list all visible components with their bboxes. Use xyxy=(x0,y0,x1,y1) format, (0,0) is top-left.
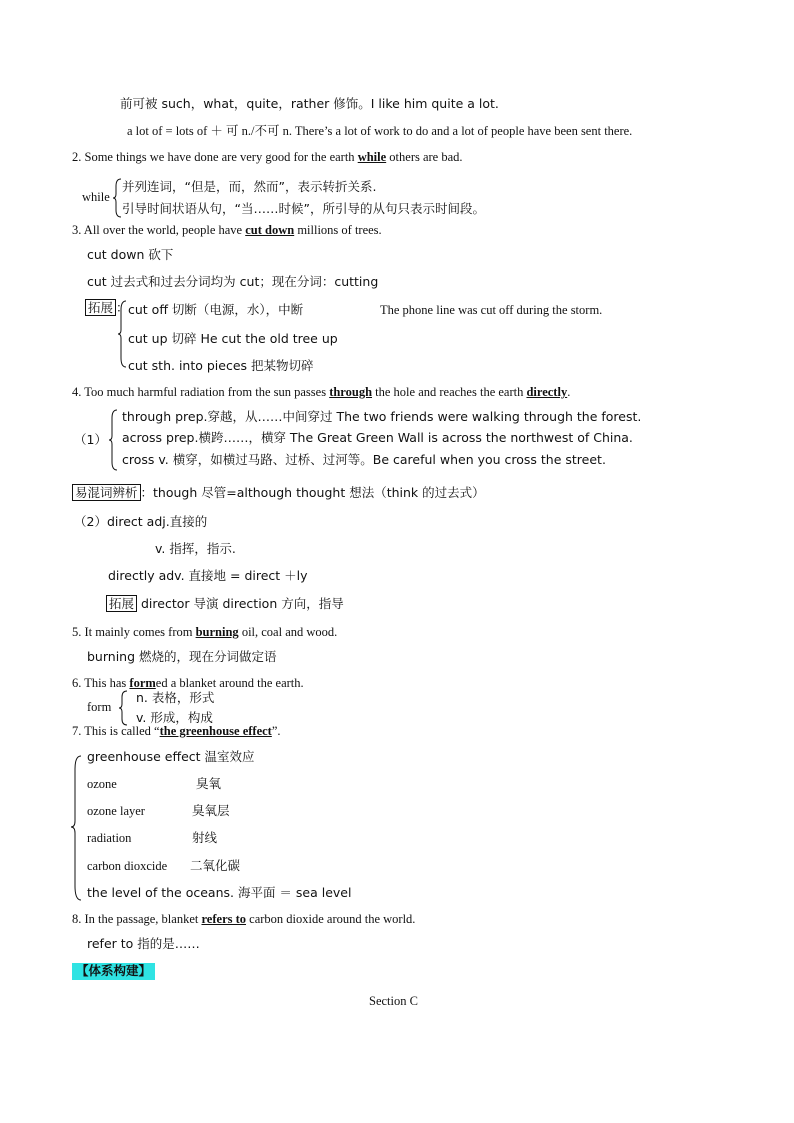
left-brace-icon xyxy=(108,409,118,471)
phrase-definition: cut sth. into pieces 把某物切碎 xyxy=(128,358,314,373)
confusable-text: ：though 尽管=although thought 想法（think 的过去式） xyxy=(140,485,485,500)
question-6 xyxy=(72,677,304,690)
question-text: 3. All over the world, people have xyxy=(72,223,246,237)
question-text: millions of trees. xyxy=(294,223,382,237)
example-sentence: The phone line was cut off during the storm. xyxy=(380,303,603,317)
vocab-meaning: 臭氧层 xyxy=(192,803,230,818)
question-text: 2. Some things we have done are very good for the earth xyxy=(72,150,358,164)
keyword: directly xyxy=(526,385,568,399)
keyword: form xyxy=(129,676,156,690)
word-definition: （2）direct adj.直接的 xyxy=(74,514,208,529)
grammar-note: cut 过去式和过去分词均为 cut；现在分词：cutting xyxy=(87,274,379,289)
term-word: form xyxy=(87,700,112,714)
section-heading: Section C xyxy=(369,994,418,1008)
text-line: 前可被 such，what，quite，rather 修饰。I like him quite a lot. xyxy=(120,96,499,111)
left-brace-icon xyxy=(112,178,122,218)
definition: n. 表格，形式 xyxy=(136,690,215,705)
question-4 xyxy=(72,386,570,399)
phrase-definition: cut down 砍下 xyxy=(87,247,174,262)
question-text: others are bad. xyxy=(386,150,463,164)
definition: v. 形成，构成 xyxy=(136,710,213,725)
extension-box: 拓展 xyxy=(85,299,116,316)
item-number: （1） xyxy=(74,432,107,447)
colon: ： xyxy=(116,300,129,315)
keyword: through xyxy=(329,385,373,399)
question-text: ”. xyxy=(271,724,281,738)
word-definition: v. 指挥，指示. xyxy=(155,541,236,556)
term-word: while xyxy=(82,190,110,204)
definition: 引导时间状语从句，“当……时候”，所引导的从句只表示时间段。 xyxy=(122,201,485,216)
question-text: . xyxy=(567,385,571,399)
keyword: the greenhouse effect xyxy=(159,724,272,738)
question-text: the hole and reaches the earth xyxy=(372,385,527,399)
question-8 xyxy=(72,913,415,926)
word-definition: across prep.横跨……，横穿 The Great Green Wall is across the northwest of China. xyxy=(122,430,633,445)
extension-box: 拓展 xyxy=(106,595,137,612)
question-text: 8. In the passage, blanket xyxy=(72,912,202,926)
keyword: refers to xyxy=(201,912,247,926)
question-3 xyxy=(72,224,382,237)
vocab-item: greenhouse effect 温室效应 xyxy=(87,749,255,764)
vocab-item: the level of the oceans. 海平面 ＝ sea level xyxy=(87,885,352,900)
question-text: 4. Too much harmful radiation from the sun passes xyxy=(72,385,330,399)
keyword: burning xyxy=(195,625,239,639)
question-5 xyxy=(72,626,337,639)
vocab-meaning: 射线 xyxy=(192,830,218,845)
vocab-meaning: 臭氧 xyxy=(196,776,222,791)
confusable-words xyxy=(72,487,485,500)
grammar-note: burning 燃烧的，现在分词做定语 xyxy=(87,649,277,664)
question-7 xyxy=(72,725,281,738)
word-definition: cross v. 横穿，如横过马路、过桥、过河等。Be careful when you cross the street. xyxy=(122,452,606,467)
keyword: while xyxy=(357,150,387,164)
keyword: cut down xyxy=(245,223,295,237)
section-badge: 【体系构建】 xyxy=(72,963,155,980)
vocab-term: carbon dioxcide xyxy=(87,859,168,873)
text-line: a lot of = lots of ＋ 可 n./不可 n. There’s a lot of work to do and a lot of people have been sent there. xyxy=(127,124,633,138)
confusable-label-box: 易混词辨析 xyxy=(72,484,141,501)
extension-text: director 导演 direction 方向，指导 xyxy=(137,596,344,611)
definition: 并列连词，“但是，而，然而”，表示转折关系. xyxy=(122,179,377,194)
left-brace-icon xyxy=(70,755,82,901)
question-2 xyxy=(72,151,463,164)
question-text: 6. This has xyxy=(72,676,130,690)
left-brace-icon xyxy=(117,300,127,368)
vocab-term: ozone layer xyxy=(87,804,145,818)
left-brace-icon xyxy=(118,690,128,726)
word-definition: through prep.穿越，从……中间穿过 The two friends were walking through the forest. xyxy=(122,409,642,424)
question-text: carbon dioxide around the world. xyxy=(246,912,416,926)
phrase-definition: refer to 指的是…… xyxy=(87,936,200,951)
vocab-term: ozone xyxy=(87,777,117,791)
vocab-term: radiation xyxy=(87,831,132,845)
question-text: ed a blanket around the earth. xyxy=(155,676,304,690)
question-text: oil, coal and wood. xyxy=(238,625,338,639)
word-definition: directly adv. 直接地 = direct ＋ly xyxy=(108,568,308,583)
question-text: 7. This is called “ xyxy=(72,724,160,738)
phrase-definition: cut up 切碎 He cut the old tree up xyxy=(128,331,338,346)
phrase-definition: cut off 切断（电源，水），中断 xyxy=(128,302,304,317)
extension-line xyxy=(106,598,344,611)
vocab-meaning: 二氧化碳 xyxy=(190,858,241,873)
question-text: 5. It mainly comes from xyxy=(72,625,196,639)
